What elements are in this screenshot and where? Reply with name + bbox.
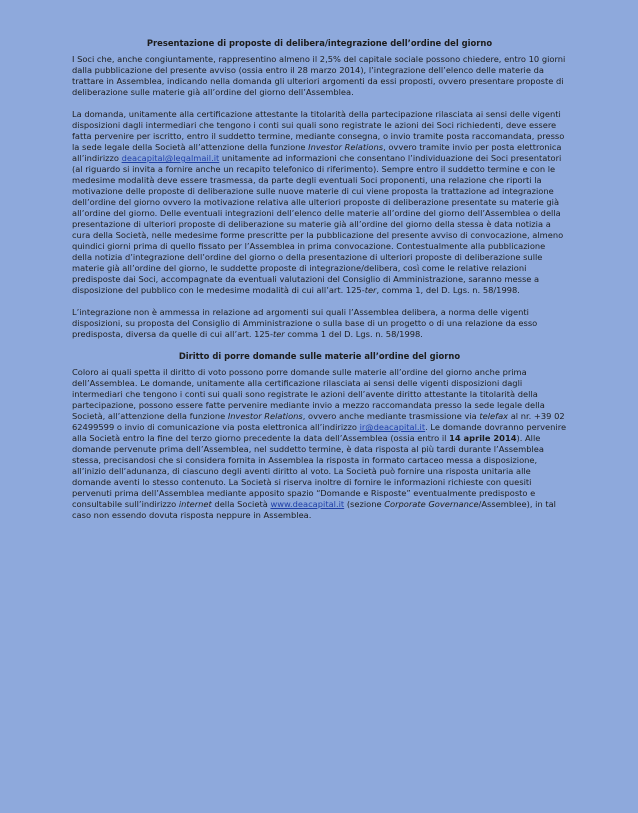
- section-title-questions: Diritto di porre domande sulle materie all’ordine del giorno: [178, 351, 461, 361]
- paragraph-request-procedure: La domanda, unitamente alla certificazione attestante la titolarità della partecipazione rilasciata ai sensi delle vigenti disposizioni dagli intermediari che tengono i conti sui quali sono registrate le azioni dei Soci richiedenti, deve essere fatta pervenire per iscritto, entro il suddetto termine, mediante consegna, o invio tramite posta raccomandata, presso la sede legale della Società all’attenzione della funzione Investor Relations, ovvero tramite invio per posta elettronica all’indirizzo deacapital@legalmail.it unitamente ad informazioni che consentano l’individuazione dei Soci presentatori (al riguardo si invita a fornire anche un recapito telefonico di riferimento). Sempre entro il suddetto termine e con le medesime modalità deve essere trasmessa, da parte degli eventuali Soci proponenti, una relazione che riporti la motivazione delle proposte di deliberazione sulle nuove materie di cui viene proposta la trattazione ad integrazione dell’ordine del giorno ovvero la motivazione relativa alle ulteriori proposte di deliberazione presentate su materie già all’ordine del giorno. Delle eventuali integrazioni dell’elenco delle materie all’ordine del giorno dell’Assemblea o della presentazione di ulteriori proposte di deliberazione su materie già all’ordine del giorno della stessa è data notizia a cura della Società, nelle medesime forme prescritte per la pubblicazione del presente avviso di convocazione, almeno quindici giorni prima di quello fissato per l’Assemblea in prima convocazione. Contestualmente alla pubblicazione della notizia d’integrazione dell’ordine del giorno o della presentazione di ulteriori proposte di deliberazione sulle materie già all’ordine del giorno, le suddette proposte di integrazione/delibera, così come le relative relazioni predisposte dai Soci, accompagnate da eventuali valutazioni del Consiglio di Amministrazione, saranno messe a disposizione del pubblico con le medesime modalità di cui all’art. 125-ter, comma 1, del D. Lgs. n. 58/1998.: [72, 109, 565, 295]
- email-link-ir[interactable]: ir@deacapital.it: [359, 422, 426, 432]
- paragraph-integration-request: I Soci che, anche congiuntamente, rappresentino almeno il 2,5% del capitale sociale possono chiedere, entro 10 giorni dalla pubblicazione del presente avviso (ossia entro il 28 marzo 2014), l’integrazione dell’elenco delle materie da trattare in Assemblea, indicando nella domanda gli ulteriori argomenti da essi proposti, ovvero presentare proposte di deliberazione sulle materie già all’ordine del giorno dell’Assemblea.: [72, 54, 566, 97]
- document-body: [72, 38, 567, 532]
- section-title-proposals: Presentazione di proposte di delibera/integrazione dell’ordine del giorno: [146, 38, 493, 48]
- paragraph-questions-procedure: Coloro ai quali spetta il diritto di voto possono porre domande sulle materie all’ordine del giorno anche prima dell’Assemblea. Le domande, unitamente alla certificazione rilasciata ai sensi delle vigenti disposizioni dagli intermediari che tengono i conti sui quali sono registrate le azioni dell’avente diritto attestante la titolarità della partecipazione, possono essere fatte pervenire mediante invio a mezzo raccomandata presso la sede legale della Società, all’attenzione della funzione Investor Relations, ovvero anche mediante trasmissione via telefax al nr. +39 02 62499599 o invio di comunicazione via posta elettronica all’indirizzo ir@deacapital.it. Le domande dovranno pervenire alla Società entro la fine del terzo giorno precedente la data dell’Assemblea (ossia entro il 14 aprile 2014). Alle domande pervenute prima dell’Assemblea, nel suddetto termine, è data risposta al più tardi durante l’Assemblea stessa, precisandosi che si considera fornita in Assemblea la risposta in formato cartaceo messa a disposizione, all’inizio dell’adunanza, di ciascuno degli aventi diritto al voto. La Società può fornire una risposta unitaria alle domande aventi lo stesso contenuto. La Società si riserva inoltre di fornire le informazioni richieste con quesiti pervenuti prima dell’Assemblea mediante apposito spazio “Domande e Risposte” eventualmente predisposto e consultabile sull’indirizzo internet della Società www.deacapital.it (sezione Corporate Governance/Assemblee), in tal caso non essendo dovuta risposta neppure in Assemblea.: [72, 367, 567, 520]
- website-link[interactable]: www.deacapital.it: [270, 499, 345, 509]
- paragraph-integration-exclusion: L’integrazione non è ammessa in relazione ad argomenti sui quali l’Assemblea delibera, a norma delle vigenti disposizioni, su proposta del Consiglio di Amministrazione o sulla base di un progetto o di una relazione da esso predisposta, diversa da quelle di cui all’art. 125-ter comma 1 del D. Lgs. n. 58/1998.: [72, 307, 538, 339]
- email-link-legalmail[interactable]: deacapital@legalmail.it: [121, 153, 220, 163]
